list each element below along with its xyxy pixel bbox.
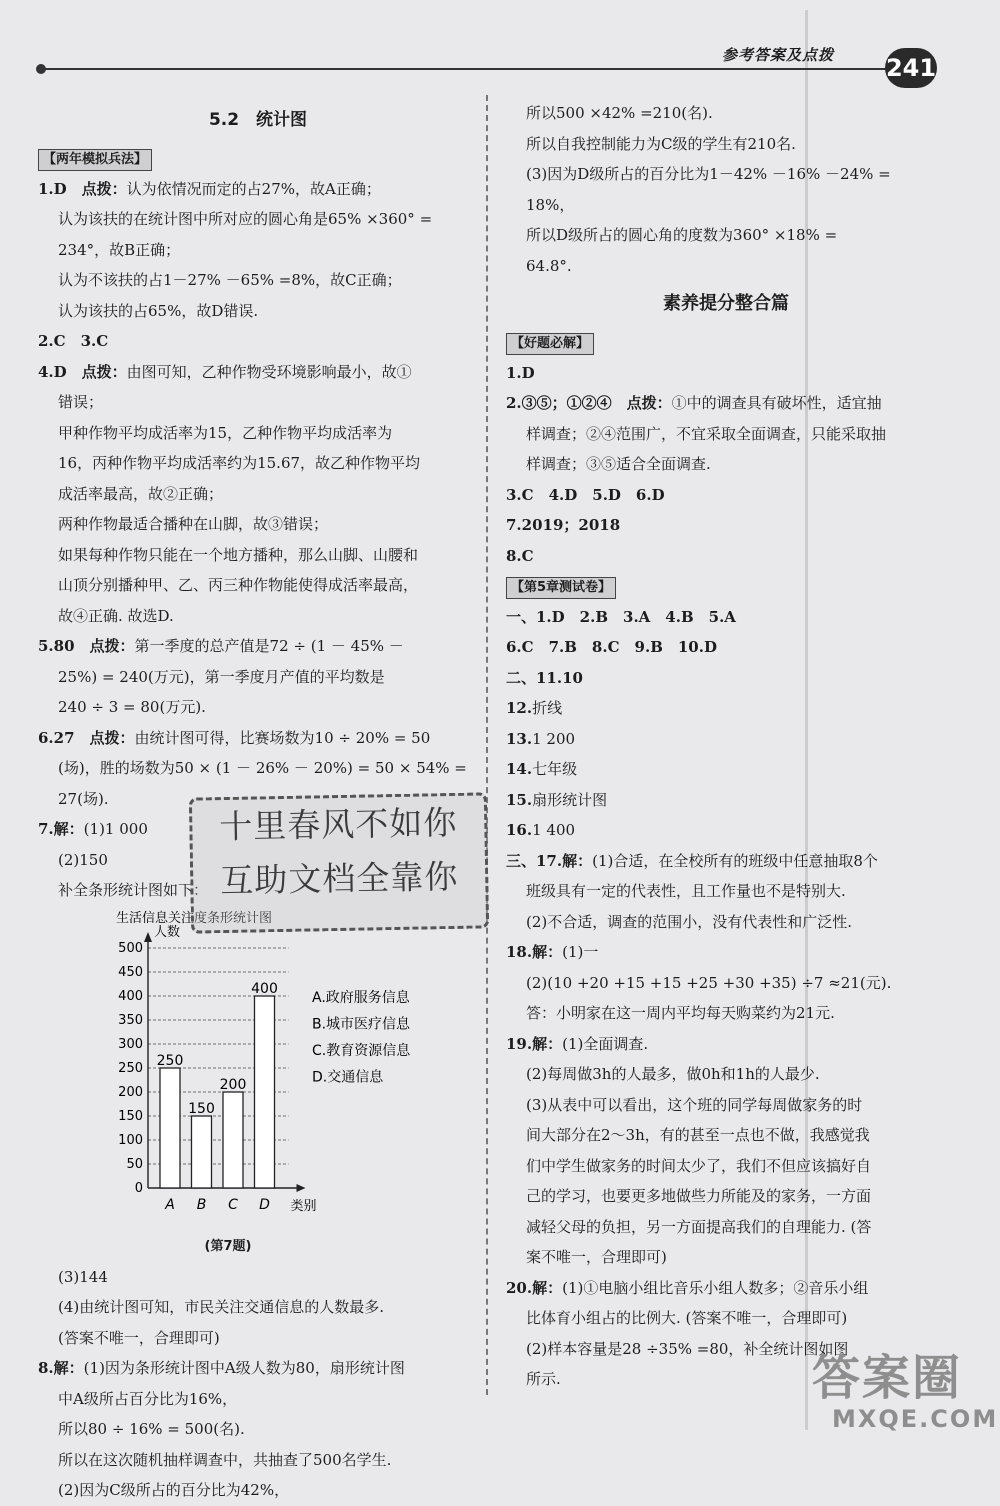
answer-text: 16，丙种作物平均成活率约为15.67，故乙种作物平均	[58, 454, 421, 472]
question-number: 12.	[506, 699, 533, 717]
answer-line	[506, 815, 946, 846]
question-number: 15.	[506, 790, 533, 809]
answer-text: 240 ÷ 3 = 80(万元).	[58, 698, 206, 716]
answer-text: ①中的调查具有破坏性，适宜抽	[671, 394, 882, 412]
answer-text: 山顶分别播种甲、乙、丙三种作物能使得成活率最高，	[58, 576, 419, 594]
answer-text: 折线	[532, 699, 563, 717]
answer-line	[506, 480, 946, 511]
answer-line	[506, 449, 946, 480]
bar-value-label: 150	[188, 1100, 215, 1117]
y-tick-label: 500	[118, 940, 143, 956]
question-number: 4.D 点拨：	[38, 362, 127, 381]
answer-line	[506, 1029, 946, 1060]
y-tick-label: 50	[126, 1156, 143, 1172]
answer-line	[506, 220, 946, 251]
x-axis-label: 类别	[290, 1198, 317, 1214]
answer-line	[506, 358, 946, 389]
page-number: 241	[885, 48, 937, 88]
question-number: 1.D	[506, 363, 535, 382]
answer-line	[506, 907, 946, 938]
answer-line	[38, 1262, 478, 1293]
answer-line	[38, 204, 478, 235]
answer-line	[38, 265, 478, 296]
answer-text: 成活率最高，故②正确；	[58, 484, 224, 503]
answer-line	[38, 692, 478, 723]
question-number: 20.解：	[506, 1278, 563, 1297]
y-tick-label: 200	[118, 1084, 143, 1100]
answer-line	[506, 541, 946, 572]
answer-text: 所以自我控制能力为C级的学生有210名.	[526, 134, 796, 153]
answer-text: 27(场).	[58, 789, 109, 808]
site-watermark	[812, 1350, 999, 1436]
answer-text: (1)全面调查.	[562, 1034, 649, 1053]
answer-text: 所示.	[526, 1370, 561, 1388]
answer-text: 所以D级所占的圆心角的度数为360° ×18% =	[526, 226, 838, 244]
y-axis-label: 人数	[154, 924, 181, 940]
answer-text: 认为该扶的占65%，故D错误.	[58, 301, 259, 320]
answer-line	[506, 1120, 946, 1151]
answer-line	[506, 388, 946, 419]
legend-item: C.教育资源信息	[312, 1042, 411, 1059]
answer-text: (4)由统计图可知，市民关注交通信息的人数最多.	[58, 1298, 385, 1316]
answer-line	[38, 448, 478, 479]
answer-text: 64.8°.	[526, 256, 572, 275]
question-number: 14.	[506, 760, 533, 778]
answer-text: (1)一	[562, 943, 599, 961]
answer-line	[38, 357, 478, 388]
answer-line	[506, 663, 946, 694]
answer-text: 认为不该扶的占1－27% －65% =8%，故C正确；	[58, 271, 402, 289]
answer-text: 所以在这次随机抽样调查中，共抽查了500名学生.	[58, 1450, 392, 1469]
question-number: 二、11.10	[506, 668, 583, 687]
answer-line	[506, 129, 946, 160]
answer-line	[506, 1303, 946, 1334]
section-title: 5.2 统计图	[208, 110, 308, 130]
answer-text: (2)每周做3h的人最多，做0h和1h的人最少.	[526, 1065, 820, 1083]
answer-text: (场)，胜的场数为50 × (1 － 26% － 20%) = 50 × 54% =	[58, 759, 467, 777]
answer-text: (3)从表中可以看出，这个班的同学每周做家务的时	[526, 1095, 863, 1114]
answer-line	[506, 724, 946, 755]
answer-text: (2)不合适，调查的范围小，没有代表性和广泛性.	[526, 912, 853, 931]
answer-line	[38, 631, 478, 662]
bar-b	[192, 1116, 212, 1188]
watermark-stamp	[189, 792, 489, 933]
question-number: 18.解：	[506, 943, 563, 961]
answer-text: 两种作物最适合播种在山脚，故③错误；	[58, 515, 329, 533]
answer-line	[506, 190, 946, 221]
y-tick-label: 400	[118, 988, 143, 1004]
y-tick-label: 350	[118, 1012, 143, 1028]
answer-line	[38, 723, 478, 754]
answer-text: 班级具有一定的代表性，且工作量也不是特别大.	[526, 882, 846, 900]
answer-text: 1 200	[532, 729, 576, 748]
x-tick-label: C	[228, 1196, 238, 1213]
question-number: 1.D 点拨：	[38, 179, 127, 198]
legend-item: D.交通信息	[312, 1069, 384, 1085]
answer-text: 中A级所占百分比为16%，	[58, 1389, 238, 1408]
chart-caption: (第7题)	[204, 1238, 252, 1254]
header-rule	[40, 68, 900, 70]
question-number: 19.解：	[506, 1034, 563, 1053]
answer-text: 样调查；③⑤适合全面调查.	[526, 455, 711, 473]
question-number: 6.C 7.B 8.C 9.B 10.D	[506, 638, 717, 656]
answer-line	[38, 540, 478, 571]
answer-text: 所以500 ×42% =210(名).	[526, 104, 713, 122]
answer-text: 18%，	[526, 195, 575, 214]
right-answer-lines-bottom	[506, 602, 946, 1395]
answer-line	[38, 296, 478, 327]
answer-line	[38, 601, 478, 632]
right-answer-lines-top	[506, 98, 946, 281]
answer-line	[506, 1242, 946, 1273]
answer-text: 样调查；②④范围广，不宜采取全面调查，只能采取抽	[526, 424, 887, 443]
question-number: 7.解：	[38, 820, 84, 838]
answer-text: (2)样本容量是28 ÷35% =80，补全统计图如图	[526, 1339, 849, 1358]
question-number: 8.解：	[38, 1359, 84, 1377]
question-number: 3.C 4.D 5.D 6.D	[506, 485, 665, 504]
chapter-test-tag: 【第5章测试卷】	[506, 577, 616, 599]
answer-line	[38, 418, 478, 449]
bar-value-label: 400	[251, 980, 278, 997]
question-number: 8.C	[506, 546, 534, 565]
answer-line	[506, 251, 946, 282]
answer-line	[38, 570, 478, 601]
answer-text: (1)1 000	[83, 820, 148, 838]
answer-line	[38, 1445, 478, 1476]
y-axis-arrow	[144, 932, 152, 942]
legend-item: A.政府服务信息	[312, 989, 410, 1006]
header-title: 参考答案及点拨	[722, 46, 835, 64]
answer-text: 1 400	[532, 821, 576, 839]
y-tick-label: 450	[118, 964, 143, 980]
answer-text: 25%) = 240(万元)，第一季度月产值的平均数是	[58, 667, 385, 686]
question-number: 2.C 3.C	[38, 332, 109, 350]
section-tag: 【两年模拟兵法】	[38, 149, 152, 171]
stamp-line: 十里春风不如你	[219, 802, 458, 847]
answer-text: 所以80 ÷ 16% = 500(名).	[58, 1420, 245, 1438]
answer-text: 比体育小组占的比例大. (答案不唯一，合理即可)	[526, 1309, 848, 1327]
answer-line	[506, 1212, 946, 1243]
answer-text: 234°，故B正确；	[58, 240, 181, 259]
answer-line	[506, 1181, 946, 1212]
answer-text: 减轻父母的负担，另一方面提高我们的自理能力. (答	[526, 1217, 872, 1236]
answer-text: 由统计图可得，比赛场数为10 ÷ 20% = 50	[134, 728, 431, 747]
bar-d	[255, 996, 275, 1188]
y-tick-label: 250	[118, 1060, 143, 1076]
answer-line	[38, 753, 478, 784]
answer-line	[506, 998, 946, 1029]
y-tick-label: 0	[134, 1180, 143, 1196]
answer-line	[38, 174, 478, 205]
x-tick-label: B	[196, 1196, 207, 1213]
chart-title: 生活信息关注度条形统计图	[116, 910, 273, 926]
answer-line	[506, 510, 946, 541]
answer-text: 间大部分在2～3h，有的甚至一点也不做，我感觉我	[526, 1126, 870, 1144]
answer-line	[506, 785, 946, 816]
answer-line	[506, 98, 946, 129]
answer-text: (1)合适，在全校所有的班级中任意抽取8个	[592, 851, 878, 870]
answer-line	[38, 1475, 478, 1506]
answer-text: (1)因为条形统计图中A级人数为80，扇形统计图	[83, 1359, 405, 1377]
answer-text: 由图可知，乙种作物受环境影响最小，故①	[126, 362, 412, 381]
answer-line	[38, 662, 478, 693]
answer-text: (1)①电脑小组比音乐小组人数多；②音乐小组	[562, 1278, 869, 1297]
y-tick-label: 150	[118, 1108, 143, 1124]
question-number: 一、1.D 2.B 3.A 4.B 5.A	[506, 607, 736, 626]
answer-text: 七年级	[532, 760, 578, 778]
answer-line	[38, 1323, 478, 1354]
answer-line	[506, 876, 946, 907]
question-number: 5.80 点拨：	[38, 637, 135, 655]
answer-text: 案不唯一，合理即可)	[526, 1248, 667, 1266]
answer-text: 补全条形统计图如下：	[58, 881, 209, 899]
answer-line	[506, 968, 946, 999]
answer-text: 甲种作物平均成活率为15，乙种作物平均成活率为	[58, 423, 393, 442]
watermark-logo: 答案圈	[812, 1350, 963, 1406]
section-title-integrated: 素养提分整合篇	[663, 293, 789, 314]
answer-text: 答：小明家在这一周内平均每天购菜约为21元.	[526, 1004, 835, 1022]
answer-line	[506, 754, 946, 785]
bar-a	[160, 1068, 180, 1188]
answer-line	[506, 1090, 946, 1121]
answer-line	[506, 419, 946, 450]
answer-line	[506, 632, 946, 663]
bar-c	[223, 1092, 243, 1188]
answer-line	[38, 235, 478, 266]
x-axis-arrow	[297, 1184, 306, 1192]
bar-value-label: 200	[219, 1076, 247, 1093]
answer-line	[38, 1384, 478, 1415]
answer-text: 错误；	[58, 393, 104, 411]
answer-text: 故④正确. 故选D.	[58, 606, 174, 625]
question-number: 16.	[506, 821, 533, 839]
x-tick-label: D	[259, 1196, 270, 1213]
question-number: 13.	[506, 729, 533, 748]
bar-value-label: 250	[156, 1052, 184, 1069]
answer-text: 认为依情况而定的占27%，故A正确；	[126, 179, 381, 198]
answer-line	[38, 479, 478, 510]
answer-line	[506, 937, 946, 968]
answer-line	[506, 693, 946, 724]
answer-text: 己的学习，也要更多地做些力所能及的家务，一方面	[526, 1187, 872, 1205]
answer-line	[506, 1059, 946, 1090]
answer-line	[38, 1292, 478, 1323]
bar-chart-figure	[38, 906, 478, 1232]
answer-text: 第一季度的总产值是72 ÷ (1 － 45% －	[134, 637, 404, 655]
answer-text: 们中学生做家务的时间太少了，我们不但应该搞好自	[526, 1156, 872, 1175]
answer-text: 如果每种作物只能在一个地方播种，那么山脚、山腰和	[58, 545, 419, 564]
answer-line	[38, 1414, 478, 1445]
y-tick-label: 100	[118, 1132, 143, 1148]
answer-text: (2)150	[58, 850, 108, 869]
answer-line	[38, 1353, 478, 1384]
answer-text: (3)因为D级所占的百分比为1－42% －16% －24% =	[526, 165, 891, 183]
answer-line	[506, 159, 946, 190]
answer-line	[38, 387, 478, 418]
right-answer-lines-mid	[506, 358, 946, 572]
watermark-url: MXQE.COM	[832, 1405, 999, 1433]
answer-line	[38, 509, 478, 540]
answer-line	[506, 846, 946, 877]
question-number: 三、17.解：	[506, 851, 593, 870]
answer-text: (2)(10 +20 +15 +15 +25 +30 +35) ÷7 ≈21(元).	[526, 973, 892, 992]
stamp-line: 互助文档全靠你	[219, 856, 459, 901]
right-column	[506, 98, 946, 1395]
answer-text: 认为该扶的在统计图中所对应的圆心角是65% ×360° =	[58, 210, 433, 228]
answer-text: (2)因为C级所占的百分比为42%，	[58, 1481, 290, 1499]
question-number: 2.③⑤；①②④ 点拨：	[506, 394, 672, 412]
answer-line	[506, 602, 946, 633]
answer-line	[506, 1151, 946, 1182]
left-answer-lines-after	[38, 1262, 478, 1506]
x-tick-label: A	[165, 1196, 175, 1213]
answer-text: (答案不唯一，合理即可)	[58, 1328, 220, 1347]
question-number: 7.2019；2018	[506, 516, 621, 534]
question-number: 6.27 点拨：	[38, 728, 135, 747]
column-divider	[486, 95, 488, 1395]
answer-text: (3)144	[58, 1267, 108, 1286]
good-questions-tag: 【好题必解】	[506, 333, 594, 355]
answer-text: 扇形统计图	[532, 790, 608, 809]
bar-chart	[38, 906, 478, 1232]
legend-item: B.城市医疗信息	[312, 1016, 411, 1032]
answer-line	[506, 1273, 946, 1304]
answer-line	[38, 326, 478, 357]
y-tick-label: 300	[118, 1036, 143, 1052]
